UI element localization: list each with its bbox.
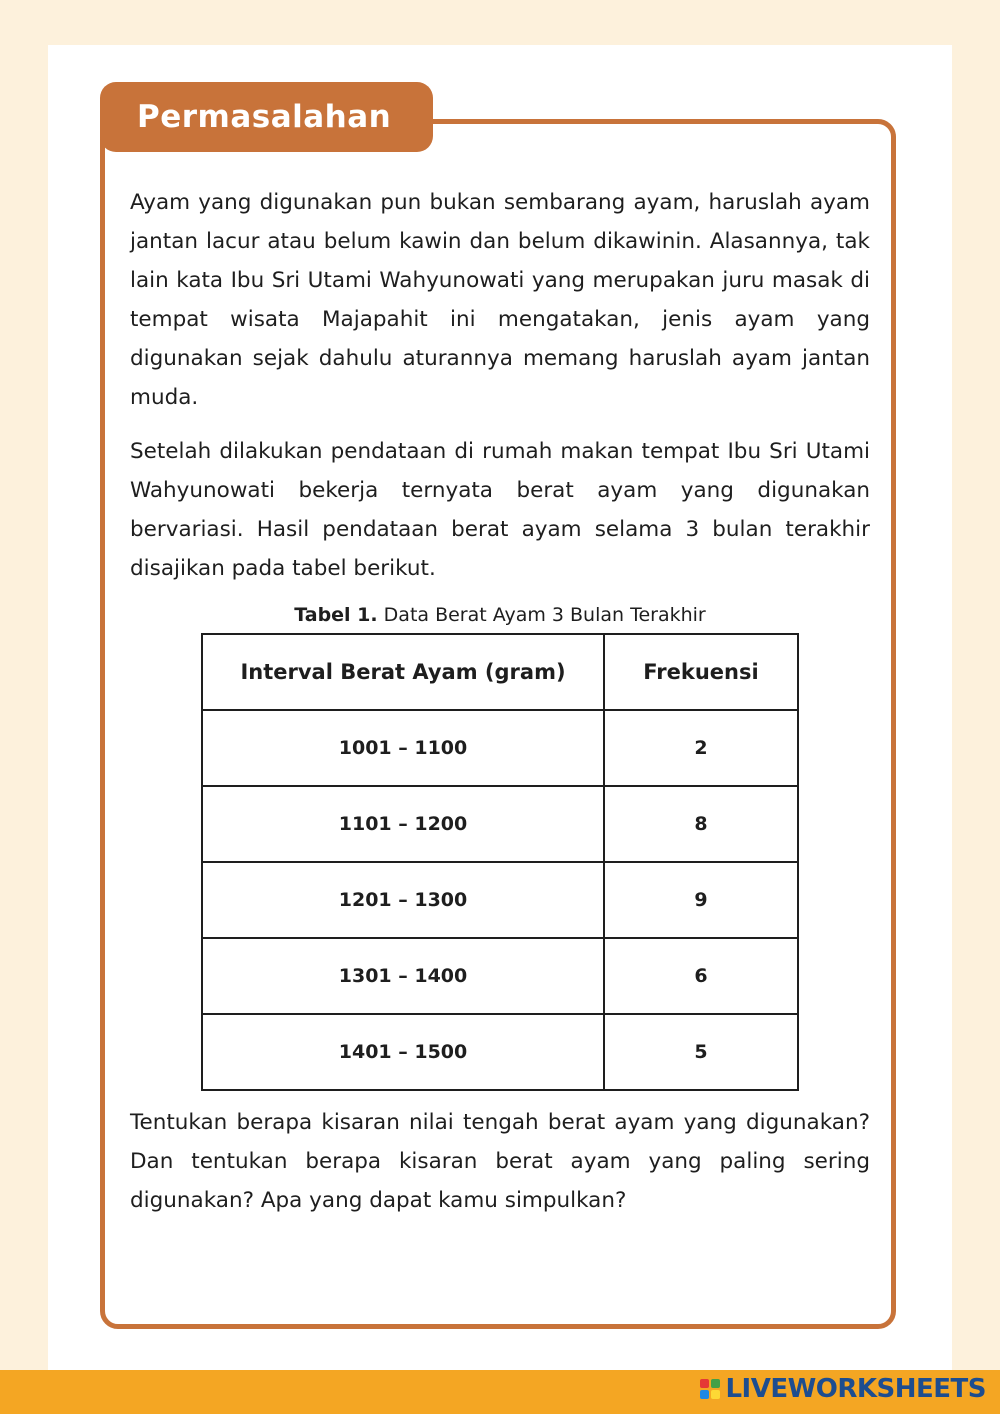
interval-cell: 1001 – 1100 bbox=[202, 710, 604, 786]
frequency-cell: 2 bbox=[604, 710, 798, 786]
header-frequency: Frekuensi bbox=[604, 634, 798, 710]
liveworksheets-logo-icon bbox=[700, 1379, 720, 1399]
paragraph-data-context: Setelah dilakukan pendataan di rumah makan tempat Ibu Sri Utami Wahyunowati bekerja ternyata berat ayam yang digunakan bervariasi. Hasil pendataan berat ayam selama 3 bulan terakhir disajikan pada tabel berikut. bbox=[130, 439, 870, 581]
frequency-cell: 8 bbox=[604, 786, 798, 862]
footer-bar bbox=[0, 1370, 1000, 1414]
interval-cell: 1101 – 1200 bbox=[202, 786, 604, 862]
frequency-cell: 5 bbox=[604, 1014, 798, 1090]
table-header-row bbox=[202, 634, 798, 710]
table-row bbox=[202, 710, 798, 786]
question-text: Tentukan berapa kisaran nilai tengah berat ayam yang digunakan? Dan tentukan berapa kisaran berat ayam yang paling sering digunakan? Apa yang dapat kamu simpulkan? bbox=[130, 1110, 870, 1213]
section-title: Permasalahan bbox=[100, 82, 433, 152]
frequency-cell: 9 bbox=[604, 862, 798, 938]
problem-content bbox=[130, 183, 870, 1235]
weight-frequency-table bbox=[201, 633, 799, 1091]
liveworksheets-brand[interactable] bbox=[700, 1374, 986, 1404]
paragraph-intro: Ayam yang digunakan pun bukan sembarang ayam, haruslah ayam jantan lacur atau belum kawin dan belum dikawinin. Alasannya, tak lain kata Ibu Sri Utami Wahyunowati yang merupakan juru masak di tempat wisata Majapahit ini mengatakan, jenis ayam yang digunakan sejak dahulu aturannya memang haruslah ayam jantan muda. bbox=[130, 190, 870, 410]
brand-text: LIVEWORKSHEETS bbox=[725, 1374, 986, 1404]
table-row bbox=[202, 1014, 798, 1090]
interval-cell: 1201 – 1300 bbox=[202, 862, 604, 938]
table-caption-label: Tabel 1. bbox=[294, 604, 378, 626]
table-row bbox=[202, 786, 798, 862]
header-interval: Interval Berat Ayam (gram) bbox=[202, 634, 604, 710]
table-caption bbox=[130, 603, 870, 627]
table-row bbox=[202, 862, 798, 938]
logo-square bbox=[700, 1379, 709, 1388]
frequency-cell: 6 bbox=[604, 938, 798, 1014]
interval-cell: 1401 – 1500 bbox=[202, 1014, 604, 1090]
logo-square bbox=[700, 1390, 709, 1399]
logo-square bbox=[711, 1379, 720, 1388]
table-caption-text: Data Berat Ayam 3 Bulan Terakhir bbox=[377, 604, 706, 626]
table-row bbox=[202, 938, 798, 1014]
interval-cell: 1301 – 1400 bbox=[202, 938, 604, 1014]
worksheet-page bbox=[48, 45, 952, 1370]
logo-square bbox=[711, 1390, 720, 1399]
